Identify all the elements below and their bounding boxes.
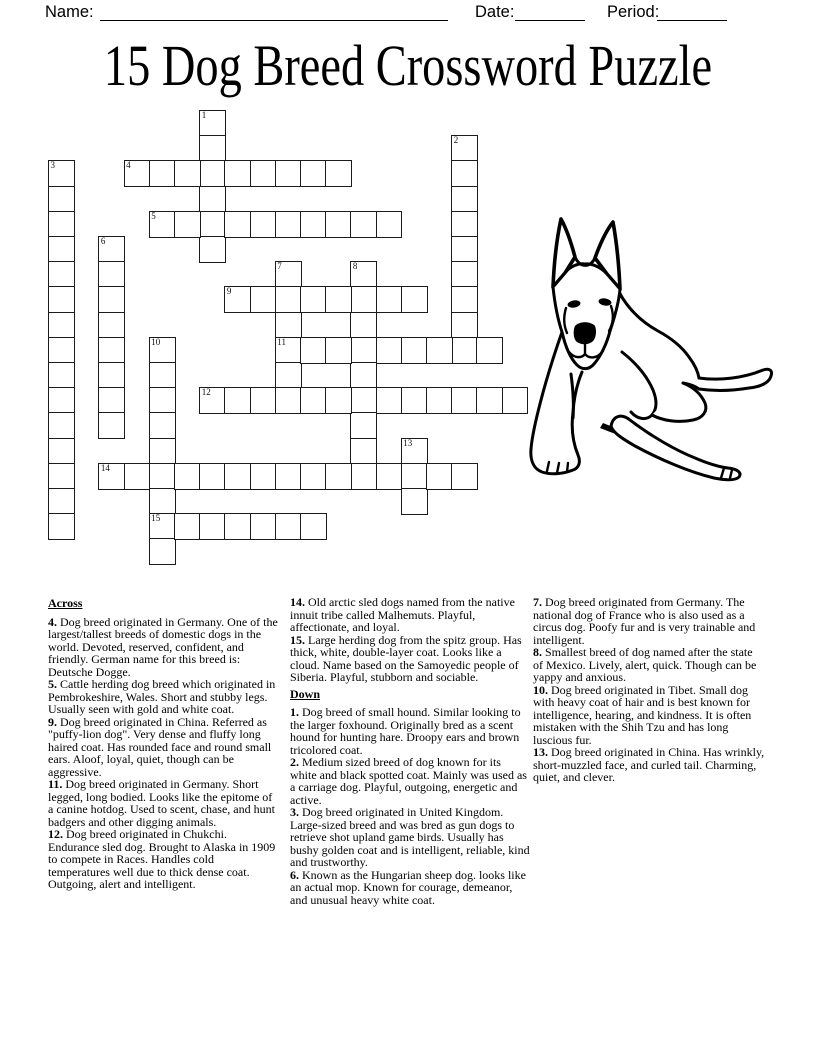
clue-5: 5. Cattle herding dog breed which originated in Pembrokeshire, Wales. Short and stubby legs. Usually seen with gold and white coat. xyxy=(48,677,276,716)
clue-number: 13. xyxy=(533,745,551,759)
clue-number: 8. xyxy=(533,645,545,659)
grid-cell[interactable] xyxy=(250,211,277,238)
grid-cell[interactable] xyxy=(300,463,327,490)
name-label: Name: xyxy=(45,3,94,21)
grid-cell[interactable] xyxy=(451,337,478,364)
grid-cell-number: 13 xyxy=(403,437,413,448)
clue-2: 2. Medium sized breed of dog known for its white and black spotted coat. Mainly was used as a carriage dog. Playful, outgoing, energetic and active. xyxy=(290,755,527,807)
grid-cell[interactable] xyxy=(48,463,75,490)
clue-number: 12. xyxy=(48,827,66,841)
grid-cell-number: 7 xyxy=(277,261,282,272)
clue-13: 13. Dog breed originated in China. Has wrinkly, short-muzzled face, and curled tail. Charming, quiet, and clever. xyxy=(533,745,765,784)
grid-cell[interactable] xyxy=(48,337,75,364)
clues-column xyxy=(533,596,765,784)
grid-cell[interactable] xyxy=(376,463,403,490)
grid-cell[interactable] xyxy=(149,211,176,238)
grid-cell[interactable] xyxy=(224,387,251,414)
grid-cell[interactable] xyxy=(275,312,302,339)
grid-cell[interactable] xyxy=(376,286,403,313)
grid-cell[interactable] xyxy=(451,211,478,238)
clue-number: 6. xyxy=(290,867,302,882)
grid-cell-number: 6 xyxy=(100,236,106,246)
grid-cell[interactable] xyxy=(376,211,403,238)
grid-cell[interactable] xyxy=(48,362,75,389)
grid-cell[interactable] xyxy=(325,463,352,490)
grid-cell[interactable] xyxy=(325,387,352,414)
grid-cell[interactable] xyxy=(401,463,428,490)
grid-cell[interactable] xyxy=(350,463,377,490)
grid-cell[interactable] xyxy=(350,362,377,389)
grid-cell[interactable] xyxy=(149,160,176,187)
grid-cell[interactable] xyxy=(124,160,151,187)
grid-cell[interactable] xyxy=(48,286,75,313)
grid-cell[interactable] xyxy=(451,312,478,339)
grid-cell[interactable] xyxy=(224,513,251,540)
grid-cell[interactable] xyxy=(48,261,75,288)
grid-cell[interactable] xyxy=(98,362,125,389)
grid-cell[interactable] xyxy=(451,160,478,187)
grid-cell-number: 3 xyxy=(50,160,55,171)
grid-cell[interactable] xyxy=(250,286,277,313)
grid-cell[interactable] xyxy=(426,387,453,414)
grid-cell[interactable] xyxy=(48,160,75,187)
grid-cell[interactable] xyxy=(476,337,503,364)
grid-cell[interactable] xyxy=(174,463,201,490)
grid-cell[interactable] xyxy=(98,261,125,288)
grid-cell[interactable] xyxy=(48,438,75,465)
clue-15: 15. Large herding dog from the spitz group. Has thick, white, double-layer coat. Looks like a cloud. Name based on the Samoyedic people of Siberia. Playful, stubborn and sociable. xyxy=(290,632,522,684)
grid-cell[interactable] xyxy=(275,362,302,389)
grid-cell[interactable] xyxy=(401,337,428,364)
name-field-line[interactable] xyxy=(100,2,448,21)
grid-cell-number: 4 xyxy=(126,160,131,171)
grid-cell[interactable] xyxy=(224,211,251,238)
grid-cell[interactable] xyxy=(149,362,176,389)
grid-cell-number: 14 xyxy=(100,462,110,473)
across-heading: Across xyxy=(48,596,83,610)
grid-cell[interactable] xyxy=(451,286,478,313)
grid-cell[interactable] xyxy=(451,387,478,414)
grid-cell[interactable] xyxy=(426,463,453,490)
grid-cell[interactable] xyxy=(174,211,201,238)
grid-cell[interactable] xyxy=(275,463,302,490)
period-label: Period: xyxy=(607,3,660,21)
grid-cell[interactable] xyxy=(325,286,352,313)
clue-10: 10. Dog breed originated in Tibet. Small dog with heavy coat of hair and is best known for intelligence, hearing, and kindness. It is often mistaken with the Shih Tzu and has long luscious fur. xyxy=(533,682,752,747)
clue-number: 15. xyxy=(290,632,308,647)
grid-cell[interactable] xyxy=(149,438,176,465)
grid-cell[interactable] xyxy=(250,463,277,490)
grid-cell-number: 1 xyxy=(201,110,207,120)
clue-14: 14. Old arctic sled dogs named from the native innuit tribe called Malhemuts. Playful, affectionate, and loyal. xyxy=(290,595,515,634)
grid-cell[interactable] xyxy=(401,438,428,465)
grid-cell-number: 2 xyxy=(453,135,459,146)
grid-cell[interactable] xyxy=(350,387,377,414)
grid-cell[interactable] xyxy=(199,135,226,162)
grid-cell[interactable] xyxy=(48,312,75,339)
grid-cell[interactable] xyxy=(199,513,226,540)
grid-cell[interactable] xyxy=(199,387,226,414)
grid-cell[interactable] xyxy=(149,387,176,414)
grid-cell-number: 10 xyxy=(151,336,161,347)
clue-8: 8. Smallest breed of dog named after the state of Mexico. Lively, alert, quick. Though can be yappy and anxious. xyxy=(533,645,757,684)
clue-number: 2. xyxy=(290,755,302,769)
grid-cell[interactable] xyxy=(350,211,377,238)
clue-number: 3. xyxy=(290,805,302,819)
grid-cell[interactable] xyxy=(350,286,377,313)
clue-12: 12. Dog breed originated in Chukchi. Endurance sled dog. Brought to Alaska in 1909 to compete in Races. Handles cold temperatures well due to thick dense coat. Outgoing, alert and intelligent. xyxy=(48,827,276,891)
grid-cell[interactable] xyxy=(275,160,302,187)
grid-cell-number: 15 xyxy=(151,513,161,524)
grid-cell[interactable] xyxy=(401,286,428,313)
date-field-line[interactable] xyxy=(515,2,585,21)
grid-cell[interactable] xyxy=(98,312,125,339)
grid-cell-number: 8 xyxy=(352,261,358,272)
grid-cell[interactable] xyxy=(149,488,176,515)
grid-cell[interactable] xyxy=(149,463,176,490)
grid-cell[interactable] xyxy=(350,312,377,339)
grid-cell[interactable] xyxy=(451,261,478,288)
clue-number: 1. xyxy=(290,705,302,719)
clue-number: 7. xyxy=(533,595,545,609)
grid-cell[interactable] xyxy=(149,412,176,439)
grid-cell[interactable] xyxy=(250,160,277,187)
grid-cell[interactable] xyxy=(325,337,352,364)
grid-cell[interactable] xyxy=(224,463,251,490)
grid-cell[interactable] xyxy=(199,211,226,238)
grid-cell[interactable] xyxy=(275,211,302,238)
clue-6: 6. Known as the Hungarian sheep dog. looks like an actual mop. Known for courage, demeanor, and unusual heavy white coat. xyxy=(290,867,526,907)
clue-4: 4. Dog breed originated in Germany. One of the largest/tallest breeds of domestic dogs in the world. Devoted, reserved, confident, and friendly. German name for this breed is: Deutsche Dogge. xyxy=(48,614,278,679)
grid-cell[interactable] xyxy=(325,211,352,238)
grid-cell[interactable] xyxy=(48,412,75,439)
down-heading: Down xyxy=(290,686,321,701)
grid-cell[interactable] xyxy=(325,160,352,187)
grid-cell[interactable] xyxy=(199,186,226,213)
grid-cell[interactable] xyxy=(451,236,478,263)
grid-cell-number: 9 xyxy=(226,286,232,297)
period-field-line[interactable] xyxy=(657,2,727,21)
grid-cell[interactable] xyxy=(48,387,75,414)
clue-number: 11. xyxy=(48,777,66,791)
grid-cell[interactable] xyxy=(250,513,277,540)
grid-cell[interactable] xyxy=(350,337,377,364)
clue-11: 11. Dog breed originated in Germany. Short legged, long bodied. Looks like the epitome of a canine hotdog. Used to scent, chase, and hunt badgers and other digging animals. xyxy=(48,777,275,829)
grid-cell[interactable] xyxy=(98,337,125,364)
grid-cell[interactable] xyxy=(376,387,403,414)
date-label: Date: xyxy=(475,3,515,21)
grid-cell[interactable] xyxy=(300,286,327,313)
clues-column xyxy=(290,596,530,906)
clue-9: 9. Dog breed originated in China. Referred as "puffy-lion dog". Very dense and fluffy long haired coat. Has rounded face and round small ears. Aloof, loyal, quiet, though can be aggressive. xyxy=(48,714,272,779)
grid-cell-number: 11 xyxy=(277,336,286,347)
grid-cell[interactable] xyxy=(350,438,377,465)
clue-1: 1. Dog breed of small hound. Similar looking to the larger foxhound. Originally bred as a scent hound for hunting hare. Droopy ears and brown tricolored coat. xyxy=(290,705,521,757)
grid-cell[interactable] xyxy=(48,211,75,238)
grid-cell[interactable] xyxy=(98,412,125,439)
grid-cell[interactable] xyxy=(149,337,176,364)
grid-cell[interactable] xyxy=(199,236,226,263)
grid-cell[interactable] xyxy=(451,186,478,213)
clue-number: 9. xyxy=(48,714,60,729)
grid-cell[interactable] xyxy=(275,337,302,364)
grid-cell[interactable] xyxy=(48,513,75,540)
grid-cell[interactable] xyxy=(300,160,327,187)
grid-cell[interactable] xyxy=(275,513,302,540)
grid-cell[interactable] xyxy=(174,160,201,187)
clue-number: 10. xyxy=(533,682,551,697)
grid-cell[interactable] xyxy=(476,387,503,414)
grid-cell[interactable] xyxy=(300,337,327,364)
grid-cell[interactable] xyxy=(451,135,478,162)
grid-cell-number: 5 xyxy=(151,210,156,221)
grid-cell[interactable] xyxy=(98,387,125,414)
dog-illustration xyxy=(527,212,779,484)
grid-cell[interactable] xyxy=(224,286,251,313)
grid-cell[interactable] xyxy=(199,463,226,490)
grid-cell[interactable] xyxy=(149,538,176,565)
grid-cell[interactable] xyxy=(48,236,75,263)
grid-cell[interactable] xyxy=(275,387,302,414)
grid-cell[interactable] xyxy=(199,110,226,137)
clues-column xyxy=(48,596,278,891)
grid-cell[interactable] xyxy=(376,337,403,364)
clue-number: 4. xyxy=(48,614,60,629)
grid-cell[interactable] xyxy=(48,186,75,213)
grid-cell[interactable] xyxy=(350,412,377,439)
grid-cell[interactable] xyxy=(48,488,75,515)
grid-cell[interactable] xyxy=(98,236,125,263)
clue-7: 7. Dog breed originated from Germany. The national dog of France who is also used as a circus dog. Poofy fur and is very trainable and intelligent. xyxy=(533,595,756,647)
grid-cell[interactable] xyxy=(401,387,428,414)
page-title: 15 Dog Breed Crossword Puzzle xyxy=(103,33,713,98)
grid-cell[interactable] xyxy=(300,387,327,414)
grid-cell[interactable] xyxy=(300,513,327,540)
grid-cell[interactable] xyxy=(502,387,529,414)
grid-cell[interactable] xyxy=(174,513,201,540)
grid-cell[interactable] xyxy=(275,261,302,288)
grid-cell[interactable] xyxy=(98,463,125,490)
grid-cell[interactable] xyxy=(426,337,453,364)
grid-cell[interactable] xyxy=(275,286,302,313)
grid-cell[interactable] xyxy=(149,513,176,540)
grid-cell[interactable] xyxy=(451,463,478,490)
grid-cell[interactable] xyxy=(98,286,125,313)
clue-number: 5. xyxy=(48,677,60,691)
grid-cell[interactable] xyxy=(199,160,226,187)
grid-cell-number: 12 xyxy=(201,387,211,398)
clue-number: 14. xyxy=(290,595,308,609)
clue-3: 3. Dog breed originated in United Kingdom. Large-sized breed and was bred as gun dogs to retrieve shot upland game birds. Usually has bushy golden coat and is intelligent, reliable, kind and trustworthy. xyxy=(290,805,530,869)
grid-cell[interactable] xyxy=(224,160,251,187)
grid-cell[interactable] xyxy=(124,463,151,490)
grid-cell[interactable] xyxy=(250,387,277,414)
grid-cell[interactable] xyxy=(401,488,428,515)
grid-cell[interactable] xyxy=(300,211,327,238)
grid-cell[interactable] xyxy=(350,261,377,288)
